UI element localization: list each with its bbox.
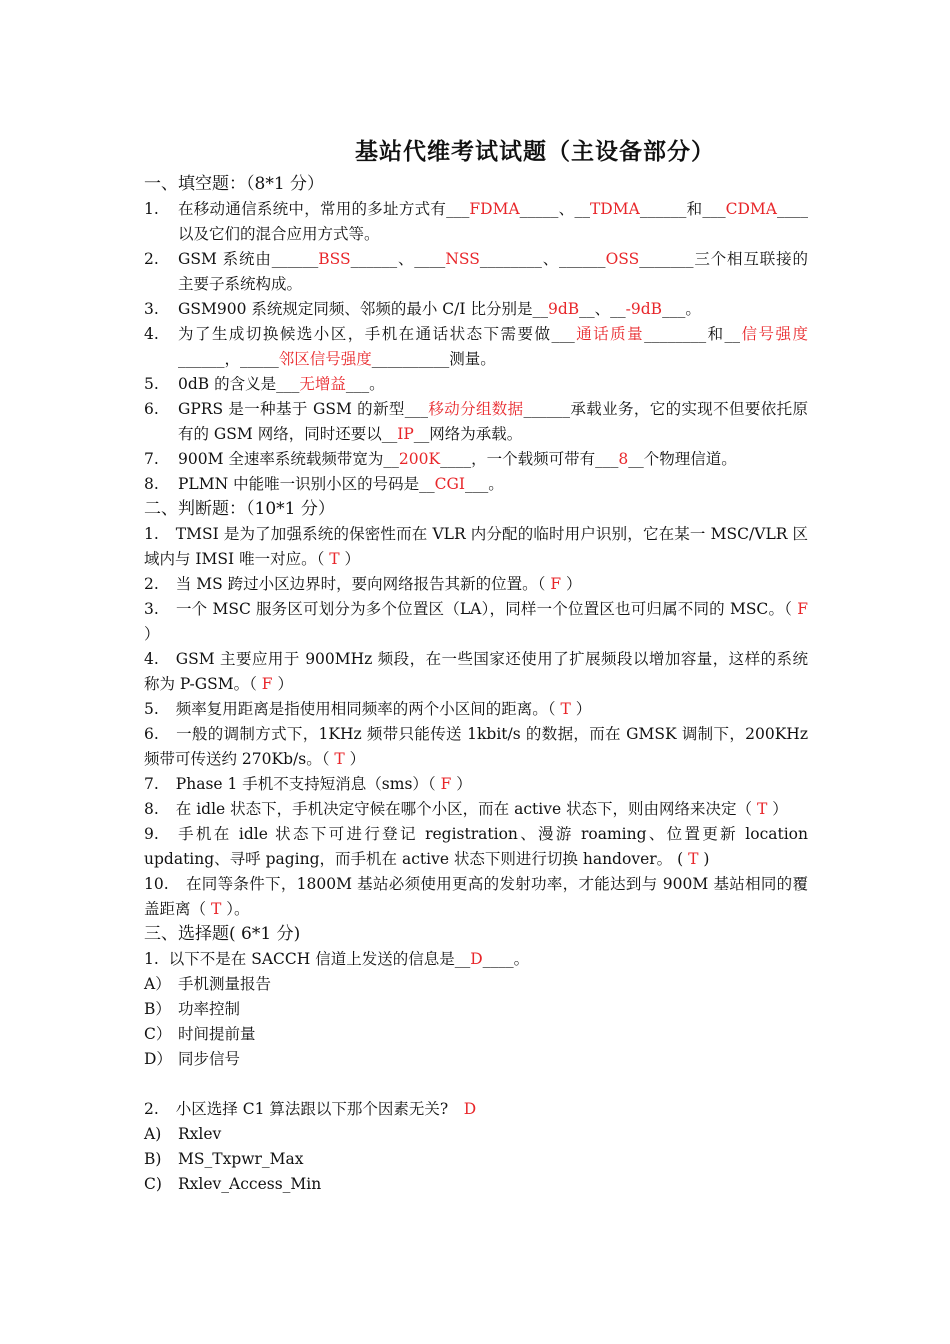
question-number: 6. [144, 400, 159, 418]
choice-option [144, 1022, 808, 1047]
choice-question-1: 1. 以下不是在 SACCH 信道上发送的信息是__D____。 [144, 950, 530, 968]
question-number: 8. [144, 475, 159, 493]
option-label: B) [144, 1150, 162, 1168]
answer: OSS [605, 250, 640, 268]
answer: F [550, 575, 562, 593]
fill-question-4: 4. 为了生成切换候选小区，手机在通话状态下需要做___通话质量________和__信号强度______，_____邻区信号强度__________测量。 [144, 322, 808, 372]
option-text: Rxlev [178, 1125, 222, 1143]
choice-2-options [144, 1122, 808, 1197]
fill-question-5: 5. 0dB 的含义是___无增益___。 [144, 372, 808, 397]
question-number: 3. [144, 600, 159, 618]
judge-question-5: 5. 频率复用距离是指使用相同频率的两个小区间的距离。（ T ） [144, 700, 592, 718]
judge-question-3: 3. 一个 MSC 服务区可划分为多个位置区（LA），同样一个位置区也可归属不同的 MSC。（ F ） [144, 600, 808, 643]
choice-1-options [144, 972, 808, 1072]
choice-section-heading: 三、选择题( 6*1 分) [144, 924, 301, 944]
question-number: 6. [144, 725, 159, 743]
question-number: 2. [144, 1100, 159, 1118]
choice-option [144, 1147, 808, 1172]
option-text: 同步信号 [178, 1050, 241, 1068]
question-number: 3. [144, 300, 159, 318]
judge-list [144, 522, 808, 922]
question-number: 4. [144, 650, 159, 668]
answer: BSS [318, 250, 351, 268]
question-number: 4. [144, 325, 159, 343]
answer: 无增益 [299, 375, 346, 393]
answer: TDMA [589, 200, 640, 218]
answer: 9dB [547, 300, 580, 318]
answer: CDMA [725, 200, 777, 218]
answer: D [463, 1100, 477, 1118]
question-number: 9. [144, 825, 159, 843]
judge-question-8: 8. 在 idle 状态下，手机决定守候在哪个小区，而在 active 状态下，则由网络来决定（ T ） [144, 800, 788, 818]
fill-question-1: 1. 在移动通信系统中，常用的多址方式有___FDMA_____、__TDMA______和___CDMA____以及它们的混合应用方式等。 [144, 197, 808, 247]
fill-section-heading: 一、填空题：（8*1 分） [144, 174, 325, 194]
question-number: 5. [144, 375, 159, 393]
choice-option [144, 1047, 808, 1072]
answer: CGI [434, 475, 465, 493]
choice-question-2: 2. 小区选择 C1 算法跟以下那个因素无关? D [144, 1100, 477, 1118]
answer: T [210, 900, 222, 918]
fill-question-3: 3. GSM900 系统规定同频、邻频的最小 C/I 比分别是__9dB__、__-9dB___。 [144, 297, 808, 322]
judge-question-9: 9. 手机在 idle 状态下可进行登记 registration、漫游 roaming、位置更新 location updating、寻呼 paging，而手机在 active 状态下则进行切换 handover。 ( T ) [144, 825, 808, 868]
answer: T [688, 850, 699, 868]
exam-content [144, 172, 808, 1197]
question-number: 2. [144, 575, 159, 593]
question-number: 1. [144, 525, 159, 543]
choice-option [144, 1172, 808, 1197]
spacer [144, 1072, 808, 1097]
answer: T [560, 700, 571, 718]
option-label: B） [144, 1000, 171, 1018]
answer: T [334, 750, 345, 768]
judge-question-10: 10. 在同等条件下，1800M 基站必须使用更高的发射功率，才能达到与 900M 基站相同的覆盖距离（ T ）。 [144, 875, 808, 918]
question-number: 10. [144, 875, 169, 893]
fill-question-6: 6. GPRS 是一种基于 GSM 的新型___移动分组数据______承载业务，它的实现不但要依托原有的 GSM 网络，同时还要以__IP__网络为承载。 [144, 397, 808, 447]
answer: IP [397, 425, 414, 443]
judge-question-2: 2. 当 MS 跨过小区边界时，要向网络报告其新的位置。（ F ） [144, 575, 582, 593]
answer: 邻区信号强度 [278, 350, 372, 368]
page-title: 基站代维考试试题（主设备部分） [355, 138, 715, 165]
option-text: 手机测量报告 [178, 975, 272, 993]
fill-question-8: 8. PLMN 中能唯一识别小区的号码是__CGI___。 [144, 472, 808, 497]
answer: F [261, 675, 273, 693]
judge-question-7: 7. Phase 1 手机不支持短消息（sms）（ F ） [144, 775, 472, 793]
option-text: 时间提前量 [178, 1025, 256, 1043]
answer: FDMA [469, 200, 520, 218]
option-label: C) [144, 1175, 162, 1193]
option-text: 功率控制 [178, 1000, 241, 1018]
answer: F [797, 600, 808, 618]
option-label: A） [144, 975, 171, 993]
judge-question-1: 1. TMSI 是为了加强系统的保密性而在 VLR 内分配的临时用户识别，它在某一 MSC/VLR 区域内与 IMSI 唯一对应。（ T ） [144, 525, 808, 568]
option-text: MS_Txpwr_Max [178, 1150, 304, 1168]
option-label: D） [144, 1050, 172, 1068]
question-number: 1. [144, 200, 159, 218]
judge-section-heading: 二、判断题：（10*1 分） [144, 499, 335, 519]
answer: T [329, 550, 340, 568]
judge-question-6: 6. 一般的调制方式下，1KHz 频带只能传送 1kbit/s 的数据，而在 GMSK 调制下，200KHz 频带可传送约 270Kb/s。（ T ） [144, 725, 808, 768]
answer: 信号强度 [740, 325, 808, 343]
judge-question-4: 4. GSM 主要应用于 900MHz 频段，在一些国家还使用了扩展频段以增加容量，这样的系统称为 P-GSM。（ F ） [144, 650, 808, 693]
fill-question-2: 2. GSM 系统由______BSS______、____NSS________、______OSS_______三个相互联接的主要子系统构成。 [144, 247, 808, 297]
option-label: C） [144, 1025, 172, 1043]
question-number: 8. [144, 800, 159, 818]
answer: 200K [398, 450, 441, 468]
fill-question-7: 7. 900M 全速率系统载频带宽为__200K____，一个载频可带有___8__个物理信道。 [144, 447, 808, 472]
answer: 8 [618, 450, 629, 468]
answer: NSS [445, 250, 480, 268]
question-number: 5. [144, 700, 159, 718]
answer: -9dB [625, 300, 663, 318]
choice-option [144, 997, 808, 1022]
option-text: Rxlev_Access_Min [178, 1175, 322, 1193]
answer: 移动分组数据 [428, 400, 524, 418]
question-number: 7. [144, 775, 159, 793]
choice-option [144, 1122, 808, 1147]
choice-option [144, 972, 808, 997]
answer: T [756, 800, 768, 818]
question-number: 2. [144, 250, 159, 268]
option-label: A) [144, 1125, 162, 1143]
question-number: 7. [144, 450, 159, 468]
question-number: 1. [144, 950, 159, 968]
answer: D [470, 950, 483, 968]
answer: F [440, 775, 452, 793]
answer: 通话质量 [574, 325, 645, 343]
